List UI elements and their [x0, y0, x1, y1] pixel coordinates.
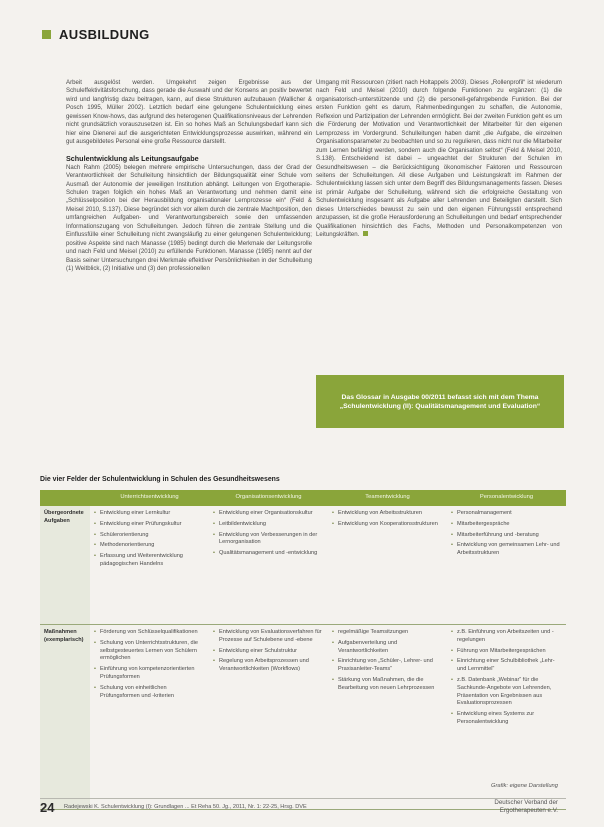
glossary-info-text: Das Glossar in Ausgabe 00/2011 befasst sich mit dem Thema „Schulentwicklung (II): Qualitätsmanagement und Evaluation“	[339, 393, 541, 410]
list-item: • Qualitätsmanagement und -entwicklung	[213, 550, 324, 558]
list-item: • z.B. Einführung von Arbeitszeiten und -regelungen	[451, 629, 562, 645]
table-header-row	[40, 490, 566, 506]
table-cell	[447, 506, 566, 625]
list-item: • Schulung von einheitlichen Prüfungsformen und -kriterien	[94, 685, 205, 701]
list-item: • Methodenorientierung	[94, 542, 205, 550]
list-item: • Erfassung und Weiterentwicklung pädagogischen Handelns	[94, 553, 205, 569]
cell-list	[94, 510, 205, 569]
left-text-column	[66, 79, 312, 274]
glossary-info-box	[316, 375, 564, 428]
column-header-team: Teamentwicklung	[328, 490, 447, 506]
subheading: Schulentwicklung als Leitungsaufgabe	[66, 153, 199, 163]
cell-list	[332, 629, 443, 693]
right-text-column	[316, 79, 562, 240]
list-item: • Leitbildentwicklung	[213, 521, 324, 529]
end-of-article-icon	[363, 231, 368, 236]
list-item: • Entwicklung von gemeinsamen Lehr- und Arbeitsstrukturen	[451, 542, 562, 558]
table-cell	[447, 625, 566, 810]
list-item: • Entwicklung einer Lernkultur	[94, 510, 205, 518]
table-cell	[328, 625, 447, 810]
table-row	[40, 625, 566, 810]
school-development-table	[40, 490, 566, 810]
footer-org-line1: Deutscher Verband der	[494, 799, 558, 806]
row-label: Übergeordnete Aufgaben	[40, 506, 90, 625]
table-cell	[209, 506, 328, 625]
list-item: • Personalmanagement	[451, 510, 562, 518]
column-header-organisation: Organisationsentwicklung	[209, 490, 328, 506]
page-number: 24	[40, 800, 55, 815]
cell-list	[332, 510, 443, 529]
list-item: • Einrichtung einer Schulbibliothek „Lehr- und Lernmittel“	[451, 658, 562, 674]
cell-list	[213, 510, 324, 558]
cell-list	[213, 629, 324, 674]
left-intro-paragraph: Arbeit ausgelöst werden. Umgekehrt zeigen Ergebnisse aus der Schuleffektivitätsforschung, dass gerade die Auswahl und der Konsens an positiv bewertet wird und langfristig dazu beitragen, kann, auf diese Strukturen aufzubauen (Wallicher & Posch 1995, Müller 2002). Letztlich bedarf eine gelungene Schulentwicklung eines gewissen Know-hows, das aufgrund des heterogenen Qualifikationsniveaus der Lehrenden nicht grundsätzlich vorauszusetzen ist. Ein so hohes Maß an Schulungsbedarf kann sich hier eine Dienerei auf die ausgerichteten Entwicklungsprozesse auswirken, während ein gut ausgebildetes Personal eine große Ressource darstellt.	[66, 79, 312, 146]
section-marker-icon	[42, 30, 51, 39]
list-item: • Entwicklung einer Prüfungskultur	[94, 521, 205, 529]
cell-list	[451, 510, 562, 558]
table-cell	[209, 625, 328, 810]
list-item: • Entwicklung von Verbesserungen in der Lernorganisation	[213, 532, 324, 548]
row-label: Maßnahmen (exemplarisch)	[40, 625, 90, 810]
list-item: • Führung von Mitarbeitergesprächen	[451, 648, 562, 656]
list-item: • Schülerorientierung	[94, 532, 205, 540]
section-header	[42, 27, 150, 42]
list-item: • Mitarbeitergespräche	[451, 521, 562, 529]
table-title: Die vier Felder der Schulentwicklung in Schulen des Gesundheitswesens	[40, 476, 280, 483]
table-cell	[328, 506, 447, 625]
column-header-personal: Personalentwicklung	[447, 490, 566, 506]
table-cell	[90, 506, 209, 625]
section-title: AUSBILDUNG	[59, 27, 150, 42]
cell-list	[94, 629, 205, 700]
list-item: • Entwicklung eines Systems zur Personalentwicklung	[451, 711, 562, 727]
left-body-paragraph: Nach Rahm (2005) belegen mehrere empirische Untersuchungen, dass der Grad der Verantwortlichkeit der Schulleitung hinsichtlich der Bildungsqualität einer Schule vom Ausmaß der Autonomie der jeweiligen Institution abhängt. Leitungen von Ergotherapie-Schulen tragen folglich ein hohes Maß an Verantwortung und nehmen damit eine „Schlüsselposition bei der Herausbildung organisationaler Lernprozesse ein“ (Feld & Meisel 2010, S.137). Diese begründet sich vor allem durch die zentrale Machtposition, den umfangreichen Aufgaben- und Verantwortungsbereich sowie den umfassenden Informationszugang von Schulleitungen. Jedoch führen die zentrale Stellung und die Einflussfülle einer Schulleitung nicht zwangsläufig zu einer gelungenen Schulentwicklung; positive Aspekte sind nach Manasse (1985) bedingt durch die Merkmale der Leitungsrolle und nach Feld und Meisel (2010) zu erfüllende Funktionen. Manasse (1985) nennt auf der Basis seiner Untersuchungen drei Merkmale effektiver Persönlichkeiten in der Schulleitung (1) Weitblick, (2) Initiative und (3) den professionellen	[66, 163, 312, 273]
table-header-empty	[40, 490, 90, 506]
figure-source: Grafik: eigene Darstellung	[490, 783, 558, 789]
list-item: • Einführung von kompetenzorientierten Prüfungsformen	[94, 666, 205, 682]
list-item: • Schulung von Unterrichtsstrukturen, die selbstgesteuertes Lernen von Schülern ermöglichen	[94, 640, 205, 663]
list-item: • regelmäßige Teamsitzungen	[332, 629, 443, 637]
list-item: • Stärkung von Maßnahmen, die die Bearbeitung von neuen Lehrprozessen	[332, 677, 443, 693]
column-header-unterricht: Unterrichtsentwicklung	[90, 490, 209, 506]
footer-org-line2: Ergotherapeuten e.V.	[499, 807, 558, 814]
table-row	[40, 506, 566, 625]
footer-divider	[40, 798, 566, 799]
footer-reference: Radejewski K. Schulentwicklung (I): Grundlagen ... Et Reha 50. Jg., 2011, Nr. 1: 22-25, Hrsg. DVE	[64, 804, 307, 810]
list-item: • Entwicklung von Kooperationsstrukturen	[332, 521, 443, 529]
table-cell	[90, 625, 209, 810]
list-item: • Entwicklung einer Schulstruktur	[213, 648, 324, 656]
list-item: • Entwicklung einer Organisationskultur	[213, 510, 324, 518]
list-item: • Aufgabenverteilung und Verantwortlichkeiten	[332, 640, 443, 656]
cell-list	[451, 629, 562, 727]
list-item: • Regelung von Arbeitsprozessen und Verantwortlichkeiten (Workflows)	[213, 658, 324, 674]
list-item: • z.B. Datenbank „Webinar“ für die Sachkunde-Angebote von Lehrenden, Präsentation von Ergebnissen aus Evaluationsprozessen	[451, 677, 562, 708]
footer-organization	[494, 799, 558, 815]
list-item: • Mitarbeiterführung und -beratung	[451, 532, 562, 540]
list-item: • Einrichtung von „Schüler-, Lehrer- und Praxisanleiter-Teams“	[332, 658, 443, 674]
list-item: • Entwicklung von Evaluationsverfahren für Prozesse auf Schulebene und -ebene	[213, 629, 324, 645]
list-item: • Entwicklung von Arbeitsstrukturen	[332, 510, 443, 518]
right-body-paragraph: Umgang mit Ressourcen (zitiert nach Holtappels 2003). Dieses „Rollenprofil“ ist wiederum nach Feld und Meisel (2010) durch folgende Funktionen zu ergänzen: (1) die organisatorisch-unterstützende und (2) die personell-gefahrgebende Funktion. Bei der ersten Funktion geht es darum, Rahmenbedingungen zu schaffen, die Autonomie, Reflexion und Partizipation der Lehrenden ermöglicht. Bei der zweiten Funktion geht es um die Förderung der Motivation und Verantwortlichkeit der Mitarbeiter für den eigenen Lernprozess im Vordergrund. Schulleitungen haben damit „die Aufgabe, die einzelnen Organisationsparameter zu beobachten und so zu regulieren, dass nicht nur die Mitarbeiter zum Lernen befähigt werden, sondern auch die Organisation selbst“ (Feld & Meisel 2010, S.138). Entscheidend ist dabei – ungeachtet der Strukturen der Schulen im Gesundheitswesen – die Berücksichtigung ökonomischer Faktoren und Ressourcen seitens der Schulleitungen. All diese Aufgaben und Leistungskraft im Rahmen der Schulentwicklung lassen sich unter dem Begriff des Bildungsmanagements fassen. Dieses ist primär Aufgabe der Schulleitung, während sich die erfolgreiche Gestaltung von Schulentwicklung insgesamt als Aufgabe aller Lehrenden und Beteiligten darstellt. Sich dieses Unterschiedes bewusst zu sein und den eigenen Führungsstil entsprechend anzupassen, ist die große Herausforderung an Schulleitungen und bedarf entsprechender Qualifikationen hinsichtlich des Fachs, Methoden und Personalkompetenzen von Leitungskräften.	[316, 79, 562, 239]
list-item: • Förderung von Schlüsselqualifikationen	[94, 629, 205, 637]
